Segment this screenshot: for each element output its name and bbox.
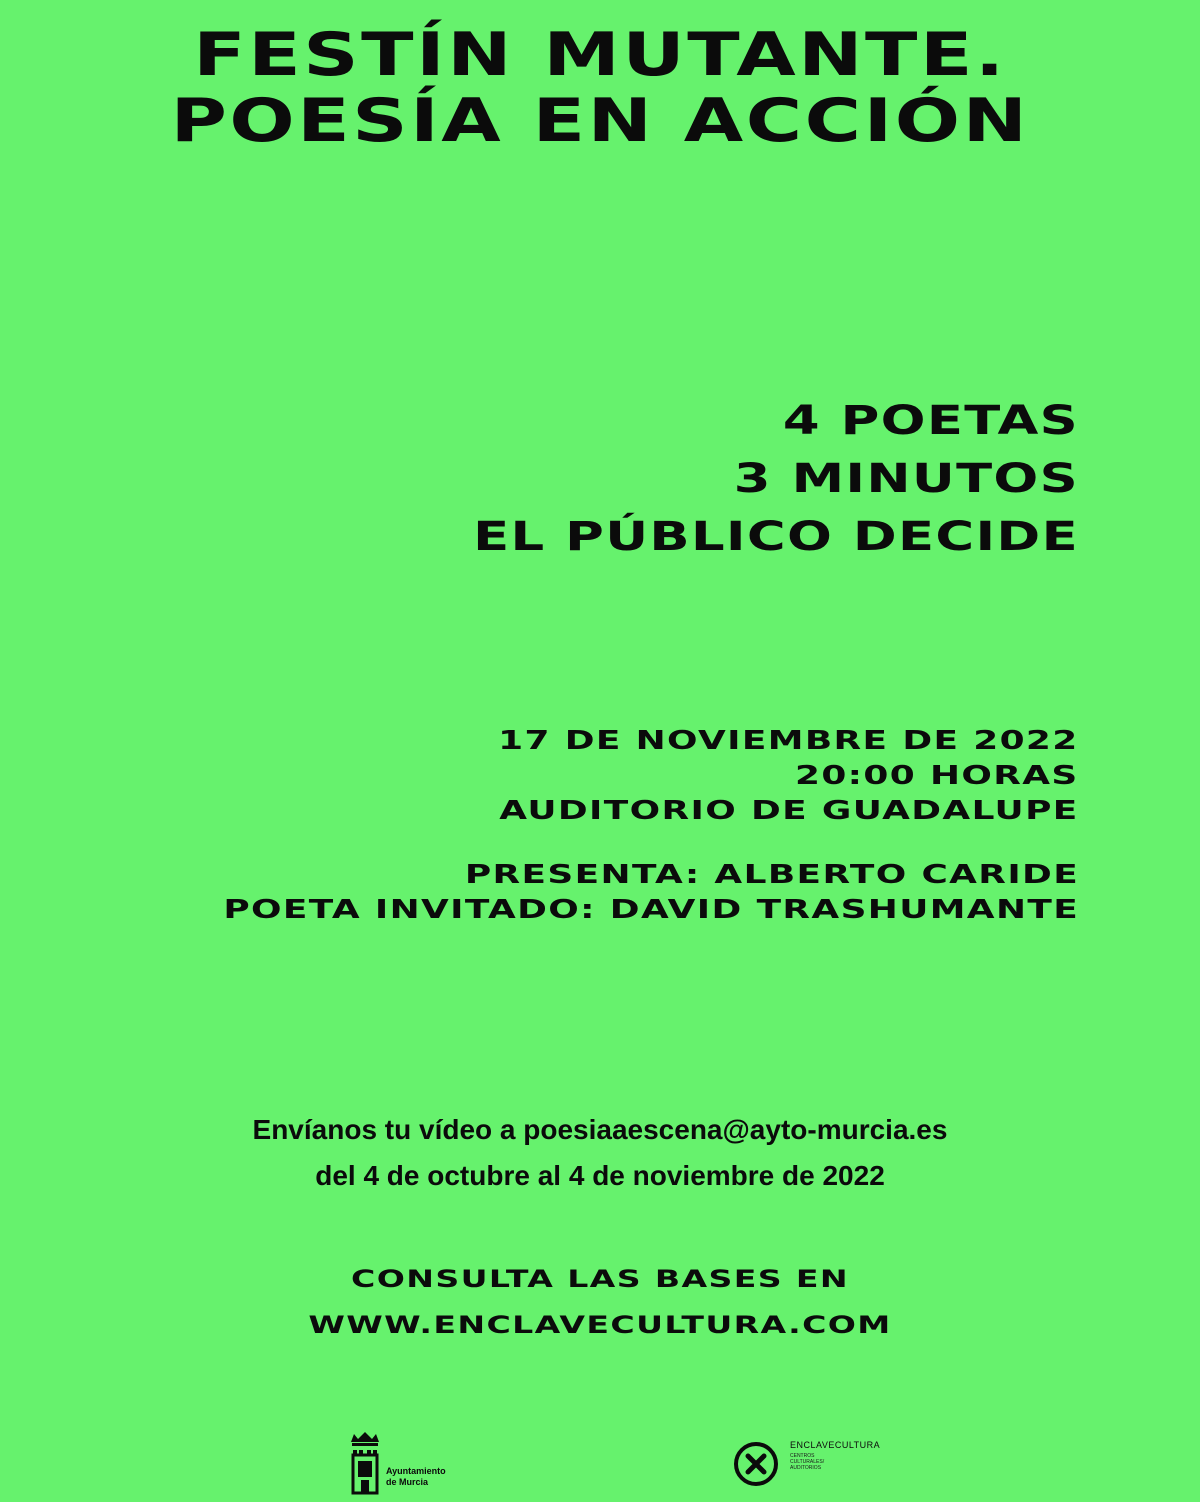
tagline-minutes: 3 MINUTOS (733, 456, 1079, 502)
title-line-1: FESTÍN MUTANTE. (193, 20, 1007, 90)
enclave-subtitle: CENTROS CULTURALES/ AUDITORIOS (790, 1453, 825, 1471)
submission-email-line: Envíanos tu vídeo a poesiaaescena@ayto-murcia.es (252, 1114, 948, 1145)
poster-title (0, 22, 1200, 154)
castle-tower-icon (348, 1430, 382, 1496)
guest-poet-credit: POETA INVITADO: DAVID TRASHUMANTE (223, 895, 1079, 925)
enclave-brand: ENCLAVECULTURA (790, 1440, 881, 1450)
event-date: 17 DE NOVIEMBRE DE 2022 (498, 726, 1079, 756)
submission-info (0, 1107, 1200, 1199)
event-details (499, 724, 1079, 829)
event-venue: AUDITORIO DE GUADALUPE (499, 796, 1079, 826)
enclave-cultura-logo (732, 1438, 892, 1494)
bases-info (0, 1256, 1200, 1348)
tagline-audience: EL PÚBLICO DECIDE (473, 514, 1079, 560)
bases-website: WWW.ENCLAVECULTURA.COM (308, 1311, 892, 1339)
x-circle-icon (732, 1440, 780, 1488)
submission-dates-line: del 4 de octubre al 4 de noviembre de 2022 (315, 1160, 885, 1191)
host-credit: PRESENTA: ALBERTO CARIDE (464, 860, 1079, 890)
tagline (473, 392, 1079, 566)
tagline-poets: 4 POETAS (782, 398, 1079, 444)
ayuntamiento-murcia-logo (348, 1430, 468, 1496)
bases-label: CONSULTA LAS BASES EN (351, 1265, 849, 1293)
event-credits (223, 858, 1079, 928)
event-time: 20:00 HORAS (795, 761, 1079, 791)
murcia-logo-text: Ayuntamiento de Murcia (386, 1466, 446, 1487)
title-line-2: POESÍA EN ACCIÓN (170, 86, 1030, 156)
